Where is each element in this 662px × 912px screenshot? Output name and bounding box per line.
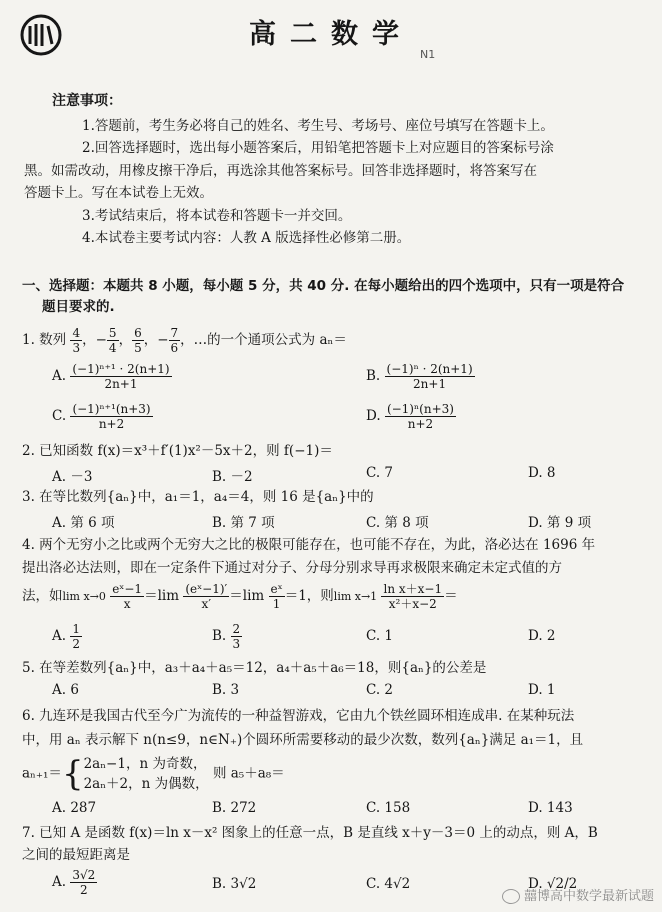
recurrence: aₙ₊₁＝{ 2aₙ−1，n 为奇数， 2aₙ＋2，n 为偶数， 则 a₅＋a₈＝ <box>22 754 285 794</box>
option-c[interactable]: C. 第 8 项 <box>366 515 429 531</box>
question-1: 1. 数列 $\frac{4}{3}$ ，− $\frac{5}{4}$ ， $\frac{6}{5}$ ，− $\frac{7}{6}$ ，…的一个通项公式为 aₙ＝ <box>22 326 347 355</box>
option-d[interactable]: D. $\frac{\text{(−1)ⁿ(n+3)}}{n+2}$ <box>366 402 454 431</box>
option-d[interactable]: D. 1 <box>528 682 556 698</box>
question-6: 6. 九连环是我国古代至今广为流传的一种益智游戏，它由九个铁丝圆环相连成串. 在某种玩法 中，用 aₙ 表示解下 n(n≤9，n∈N₊)个圆环所需要移动的最少次数，数列{aₙ}满足 a₁＝1，且 aₙ₊₁＝{ 2aₙ−1，n 为奇数， 2aₙ＋2，n 为偶数， 则 a₅＋a₈＝ <box>22 706 642 794</box>
notice-item: 3.考试结束后，将本试卷和答题卡一并交回。 <box>82 207 352 224</box>
option-c[interactable]: C. 1 <box>366 628 394 644</box>
option-a[interactable]: A. $\frac{1}{2}$ <box>52 622 80 651</box>
option-d[interactable]: D. 8 <box>528 465 556 481</box>
notice-item: 4.本试卷主要考试内容：人教 A 版选择性必修第二册。 <box>82 230 411 246</box>
option-d[interactable]: D. 2 <box>528 628 556 644</box>
option-c[interactable]: C. 2 <box>366 682 394 698</box>
notice-item: 2.回答选择题时，选出每小题答案后，用铅笔把答题卡上对应题目的答案标号涂 <box>82 140 554 156</box>
wechat-icon <box>502 889 520 904</box>
question-4: 4. 两个无穷小之比或两个无穷大之比的极限可能存在，也可能不存在，为此，洛必达在 1696 年 提出洛必达法则，即在一定条件下通过对分子、分母分别求导再求极限来确定未定式值的方 法，如lim x→0 $\frac{\text{eˣ−1}}{x}$ ＝lim $\frac{\text{(eˣ−1)′}}{x'}$ ＝lim $\frac{\text{eˣ}}{1}$ ＝1，则lim x→1 $\frac{\text{ln x＋x−1}}{\text{x²＋x−2}}$ ＝ <box>22 535 642 611</box>
notice-item: 答题卡上。写在本试卷上无效。 <box>24 185 213 201</box>
option-b[interactable]: B. 3√2 <box>212 876 257 892</box>
option-b[interactable]: B. 第 7 项 <box>212 515 275 531</box>
page-title: 高二数学 <box>249 19 413 50</box>
notice-block <box>24 90 642 250</box>
option-d[interactable]: D. √2/2 <box>528 876 578 892</box>
option-b[interactable]: B. －2 <box>212 469 253 485</box>
option-b[interactable]: B. 272 <box>212 800 257 816</box>
option-c[interactable]: C. $\frac{\text{(−1)ⁿ⁺¹(n+3)}}{n+2}$ <box>52 402 151 431</box>
option-a[interactable]: A. $\frac{3√2}{2}$ <box>52 868 96 897</box>
option-a[interactable]: A. 6 <box>52 682 79 698</box>
option-d[interactable]: D. 143 <box>528 800 573 816</box>
option-a[interactable]: A. 第 6 项 <box>52 515 115 531</box>
question-5: 5. 在等差数列{aₙ}中，a₃＋a₄＋a₅＝12，a₄＋a₅＋a₆＝18，则{aₙ}的公差是 <box>22 660 487 676</box>
option-a[interactable]: A. 287 <box>52 800 97 816</box>
notice-item: 黑。如需改动，用橡皮擦干净后，再选涂其他答案标号。回答非选择题时，将答案写在 <box>24 162 537 179</box>
option-a[interactable]: A. $\frac{\text{(−1)ⁿ⁺¹ · 2(n+1)}}{2n+1}$ <box>52 362 170 391</box>
option-b[interactable]: B. $\frac{\text{(−1)ⁿ · 2(n+1)}}{2n+1}$ <box>366 362 473 391</box>
lhopital-formula: 法，如lim x→0 $\frac{\text{eˣ−1}}{x}$ ＝lim $\frac{\text{(eˣ−1)′}}{x'}$ ＝lim $\frac{\text{eˣ}}{1}$ ＝1，则lim x→1 $\frac{\text{ln x＋x−1}}{\text{x²＋x−2}}$ ＝ <box>22 582 458 611</box>
option-b[interactable]: B. 3 <box>212 682 240 698</box>
question-3: 3. 在等比数列{aₙ}中，a₁＝1，a₄＝4，则 16 是{aₙ}中的 <box>22 489 374 505</box>
option-b[interactable]: B. $\frac{2}{3}$ <box>212 622 241 651</box>
notice-item: 1.答题前，考生务必将自己的姓名、考生号、考场号、座位号填写在答题卡上。 <box>82 117 554 134</box>
option-d[interactable]: D. 第 9 项 <box>528 515 592 531</box>
option-c[interactable]: C. 7 <box>366 465 394 481</box>
option-a[interactable]: A. －3 <box>52 469 93 485</box>
handwritten-mark: N1 <box>420 48 436 61</box>
section-heading: 一、选择题：本题共 8 小题，每小题 5 分，共 40 分. 在每小题给出的四个选项中，只有一项是符合 题目要求的. <box>22 278 625 315</box>
option-c[interactable]: C. 4√2 <box>366 876 411 892</box>
question-7: 7. 已知 A 是函数 f(x)＝ln x－x² 图象上的任意一点，B 是直线 x＋y－3＝0 上的动点，则 A，B 之间的最短距离是 <box>22 825 598 863</box>
notice-title: 注意事项： <box>52 93 122 109</box>
option-c[interactable]: C. 158 <box>366 800 411 816</box>
question-2: 2. 已知函数 f(x)＝x³＋f′(1)x²－5x＋2，则 f(−1)＝ <box>22 443 333 459</box>
watermark: 囍博高中数学最新试题 <box>502 885 654 904</box>
